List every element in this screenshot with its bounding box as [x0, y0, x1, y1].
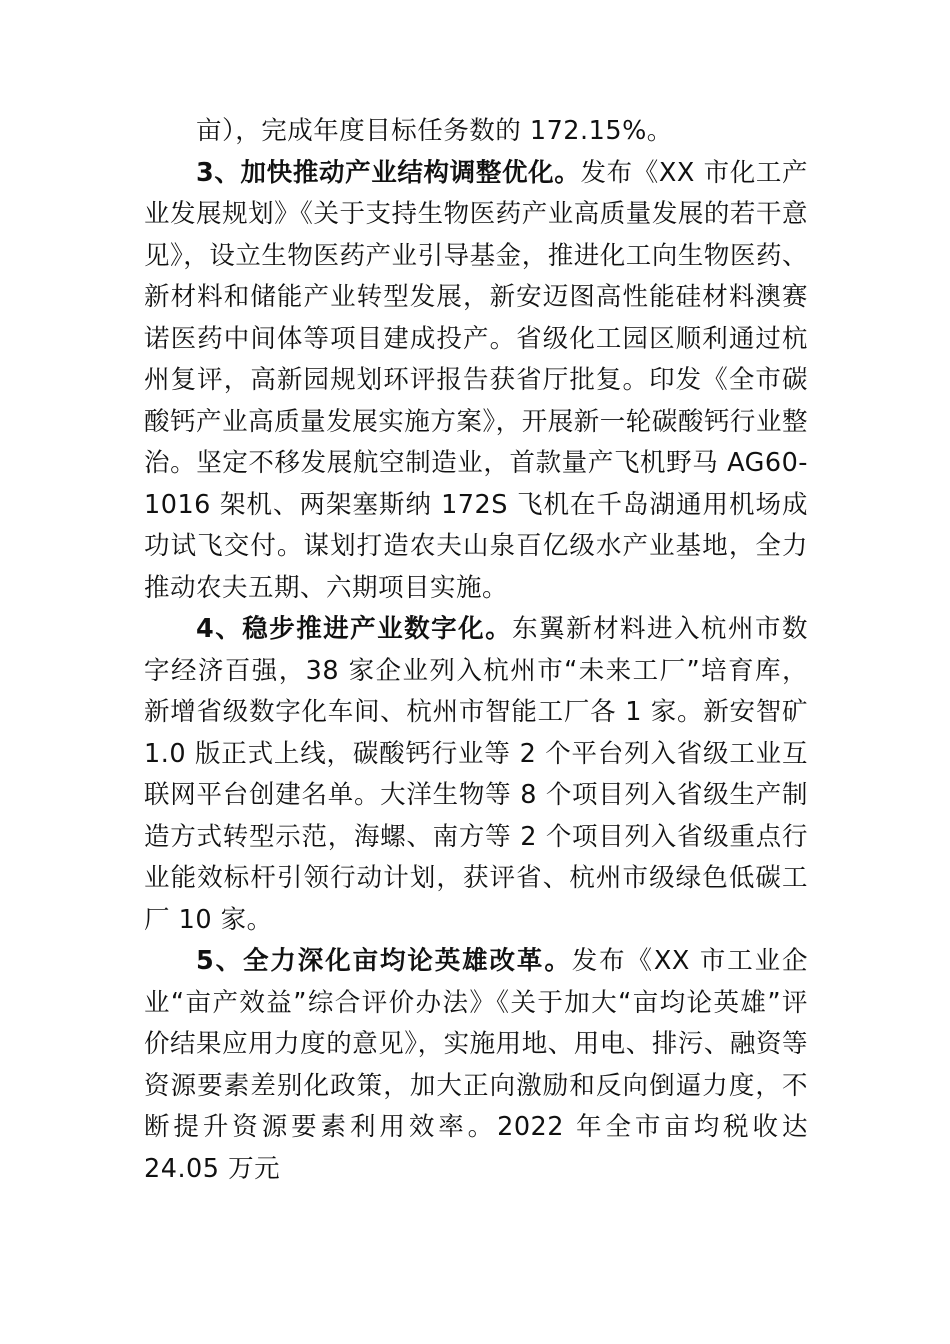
paragraph-digitalization: [144, 609, 808, 941]
paragraph-heading: 3、加快推动产业结构调整优化。: [196, 157, 581, 188]
paragraph-heading: 5、全力深化亩均论英雄改革。: [196, 946, 572, 976]
paragraph-industrial-structure: [144, 153, 808, 610]
paragraph-text: 发布《XX 市化工产业发展规划》《关于支持生物医药产业高质量发展的若干意见》，设立生物医药产业引导基金，推进化工向生物医药、新材料和储能产业转型发展，新安迈图高性能硅材料澳赛诺医药中间体等项目建成投产。省级化工园区顺利通过杭州复评，高新园规划环评报告获省厅批复。印发《全市碳酸钙产业高质量发展实施方案》，开展新一轮碳酸钙行业整治。坚定不移发展航空制造业，首款量产飞机野马 AG60-1016 架机、两架塞斯纳 172S 飞机在千岛湖通用机场成功试飞交付。谋划打造农夫山泉百亿级水产业基地，全力推动农夫五期、六期项目实施。: [144, 157, 809, 603]
paragraph-heading: 4、稳步推进产业数字化。: [196, 614, 513, 644]
paragraph-mu-reform: [144, 941, 808, 1190]
paragraph-text: 发布《XX 市工业企业“亩产效益”综合评价办法》《关于加大“亩均论英雄”评价结果应用力度的意见》，实施用地、用电、排污、融资等资源要素差别化政策，加大正向激励和反向倒逼力度，不断提升资源要素利用效率。2022 年全市亩均税收达 24.05 万元: [144, 946, 808, 1184]
paragraph-text: 东翼新材料进入杭州市数字经济百强，38 家企业列入杭州市“未来工厂”培育库，新增省级数字化车间、杭州市智能工厂各 1 家。新安智矿 1.0 版正式上线，碳酸钙行业等 2 个平台列入省级工业互联网平台创建名单。大洋生物等 8 个项目列入省级生产制造方式转型示范，海螺、南方等 2 个项目列入省级重点行业能效标杆引领行动计划，获评省、杭州市级绿色低碳工厂 10 家。: [144, 614, 808, 935]
paragraph-text: 亩），完成年度目标任务数的 172.15%。: [196, 116, 673, 146]
paragraph-continuation: [144, 111, 808, 153]
document-body: [144, 111, 808, 1190]
